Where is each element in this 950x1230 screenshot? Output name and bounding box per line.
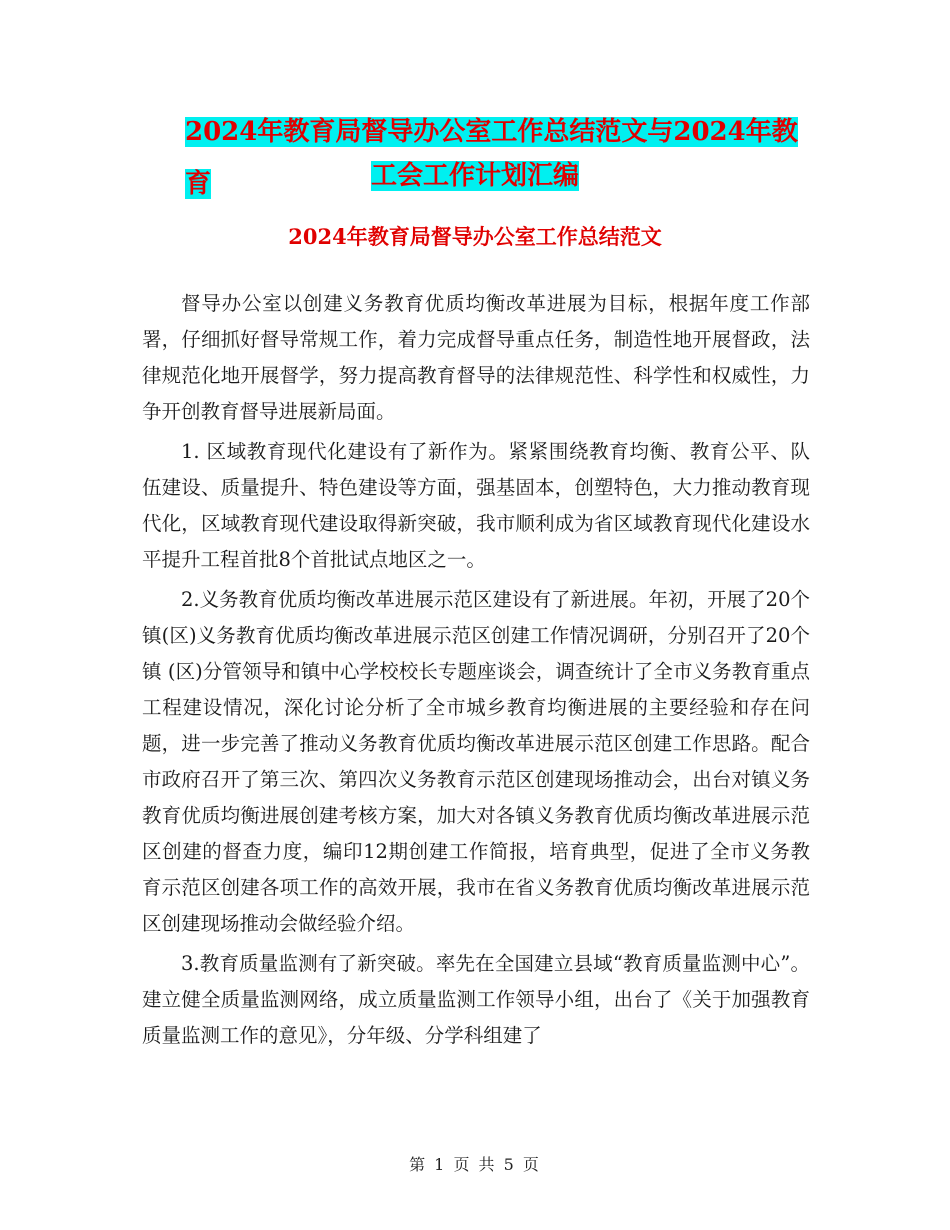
paragraph-1: 1. 区域教育现代化建设有了新作为。紧紧围绕教育均衡、教育公平、队伍建设、质量提升、特色建设等方面，强基固本，创塑特色，大力推动教育现代化，区域教育现代建设取得新突破，我市顺利成为省区域教育现代化建设水平提升工程首批8个首批试点地区之一。 [142,440,810,571]
document-title-line-2 [0,150,950,202]
document-body [142,286,810,1054]
paragraph-2: 2.义务教育优质均衡改革进展示范区建设有了新进展。年初，开展了20个镇(区)义务教育优质均衡改革进展示范区创建工作情况调研，分别召开了20个镇 (区)分管领导和镇中心学校校长专题座谈会，调查统计了全市义务教育重点工程建设情况，深化讨论分析了全市城乡教育均衡进展的主要经验和存在问题，进一步完善了推动义务教育优质均衡改革进展示范区创建工作思路。配合市政府召开了第三次、第四次义务教育示范区创建现场推动会，出台对镇义务教育优质均衡进展创建考核方案，加大对各镇义务教育优质均衡改革进展示范区创建的督查力度，编印12期创建工作简报，培育典型，促进了全市义务教育示范区创建各项工作的高效开展，我市在省义务教育优质均衡改革进展示范区创建现场推动会做经验介绍。 [142,588,810,935]
paragraph-3: 3.教育质量监测有了新突破。率先在全国建立县域“教育质量监测中心”。建立健全质量监测网络，成立质量监测工作领导小组，出台了《关于加强教育质量监测工作的意见》，分年级、分学科组建了 [142,952,810,1047]
title-highlight: 2024年教育局督导办公室工作总结范文与2024年教育 [185,117,798,199]
paragraph-intro: 督导办公室以创建义务教育优质均衡改革进展为目标，根据年度工作部署，仔细抓好督导常规工作，着力完成督导重点任务，制造性地开展督政，法律规范化地开展督学，努力提高教育督导的法律规范性、科学性和权威性，力争开创教育督导进展新局面。 [142,292,810,423]
page-footer: 第 1 页 共 5 页 [409,1155,541,1174]
title-highlight: 工会工作计划汇编 [370,161,579,191]
section-title: 2024年教育局督导办公室工作总结范文 [288,224,662,249]
